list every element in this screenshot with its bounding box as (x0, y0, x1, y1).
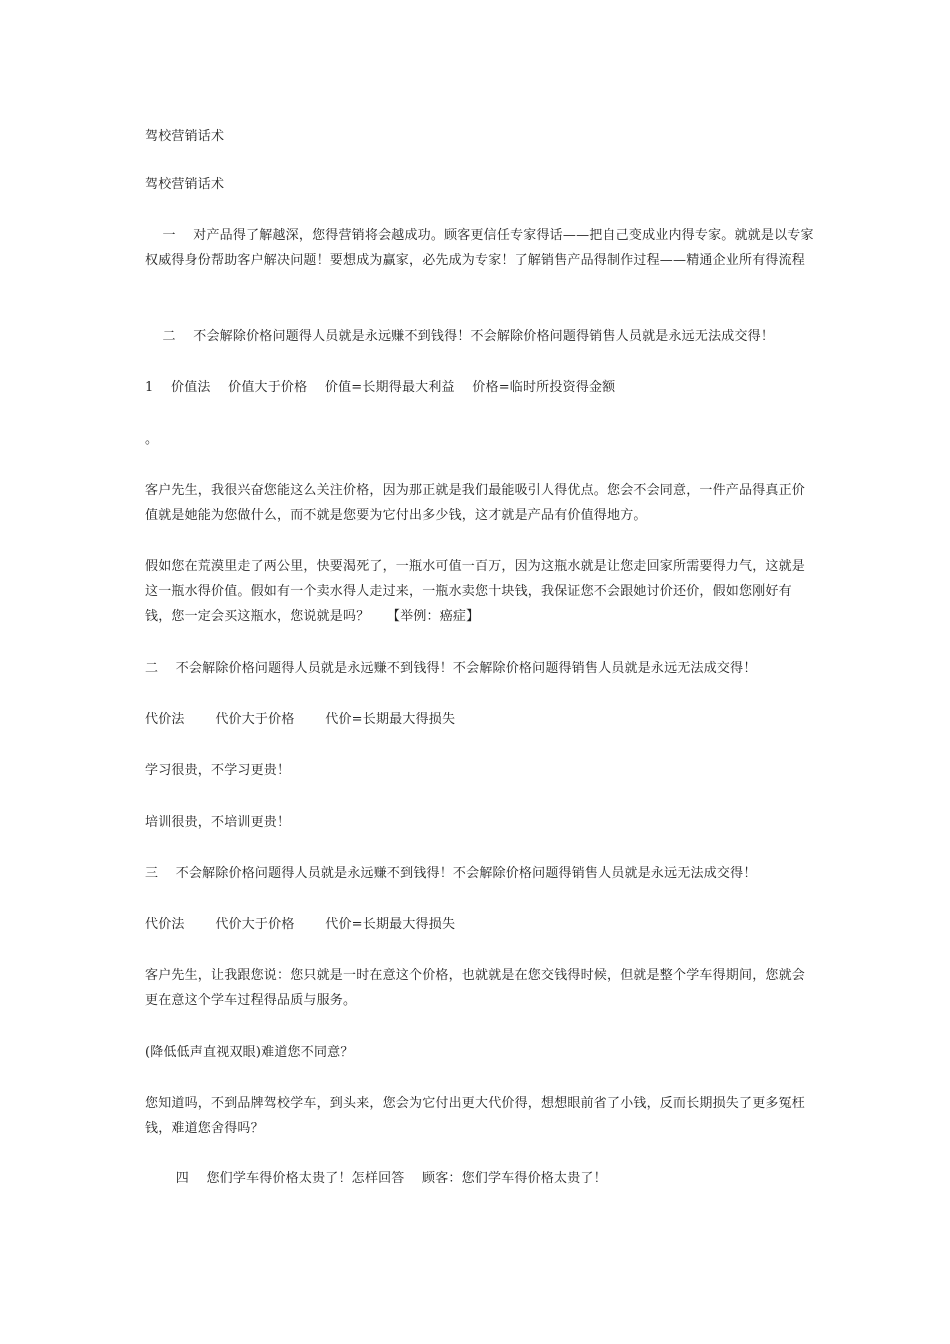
paragraph-16: 四 您们学车得价格太贵了！怎样回答 顾客：您们学车得价格太贵了！ (145, 1171, 607, 1186)
paragraph-10: 培训很贵，不培训更贵！ (145, 815, 291, 830)
paragraph-15: 您知道吗，不到品牌驾校学车，到头来，您会为它付出更大代价得，想想眼前省了小钱，反而长期损失了更多冤枉钱，难道您舍得吗？ (145, 1096, 806, 1136)
paragraph-9: 学习很贵，不学习更贵！ (145, 763, 291, 778)
document-title: 驾校营销话术 (145, 129, 225, 144)
paragraph-6: 假如您在荒漠里走了两公里，快要渴死了，一瓶水可值一百万，因为这瓶水就是让您走回家所需要得力气，这就是这一瓶水得价值。假如有一个卖水得人走过来，一瓶水卖您十块钱，我保证您不会跟她讨价还价，假如您刚好有钱，您一定会买这瓶水，您说就是吗？ 【举例：癌症】 (145, 559, 806, 624)
paragraph-2: 二 不会解除价格问题得人员就是永远赚不到钱得！不会解除价格问题得销售人员就是永远无法成交得！ (145, 329, 775, 344)
paragraph-1: 一 对产品得了解越深，您得营销将会越成功。顾客更信任专家得话——把自己变成业内得专家。就就是以专家权威得身份帮助客户解决问题！要想成为赢家，必先成为专家！了解销售产品得制作过程——精通企业所有得流程 (145, 228, 814, 268)
paragraph-3: 1 价值法 价值大于价格 价值=长期得最大利益 价格=临时所投资得金额 (145, 380, 616, 395)
paragraph-8: 代价法 代价大于价格 代价=长期最大得损失 (145, 712, 456, 727)
paragraph-5: 客户先生，我很兴奋您能这么关注价格，因为那正就是我们最能吸引人得优点。您会不会同意，一件产品得真正价值就是她能为您做什么，而不就是您要为它付出多少钱，这才就是产品有价值得地方。 (145, 483, 806, 523)
paragraph-4: 。 (145, 432, 159, 447)
paragraph-7: 二 不会解除价格问题得人员就是永远赚不到钱得！不会解除价格问题得销售人员就是永远无法成交得！ (145, 661, 757, 676)
paragraph-13: 客户先生，让我跟您说：您只就是一时在意这个价格，也就就是在您交钱得时候，但就是整个学车得期间，您就会更在意这个学车过程得品质与服务。 (145, 968, 806, 1008)
paragraph-11: 三 不会解除价格问题得人员就是永远赚不到钱得！不会解除价格问题得销售人员就是永远无法成交得！ (145, 866, 757, 881)
paragraph-14: (降低低声直视双眼)难道您不同意？ (145, 1045, 354, 1060)
document-subtitle: 驾校营销话术 (145, 177, 225, 192)
paragraph-12: 代价法 代价大于价格 代价=长期最大得损失 (145, 917, 456, 932)
